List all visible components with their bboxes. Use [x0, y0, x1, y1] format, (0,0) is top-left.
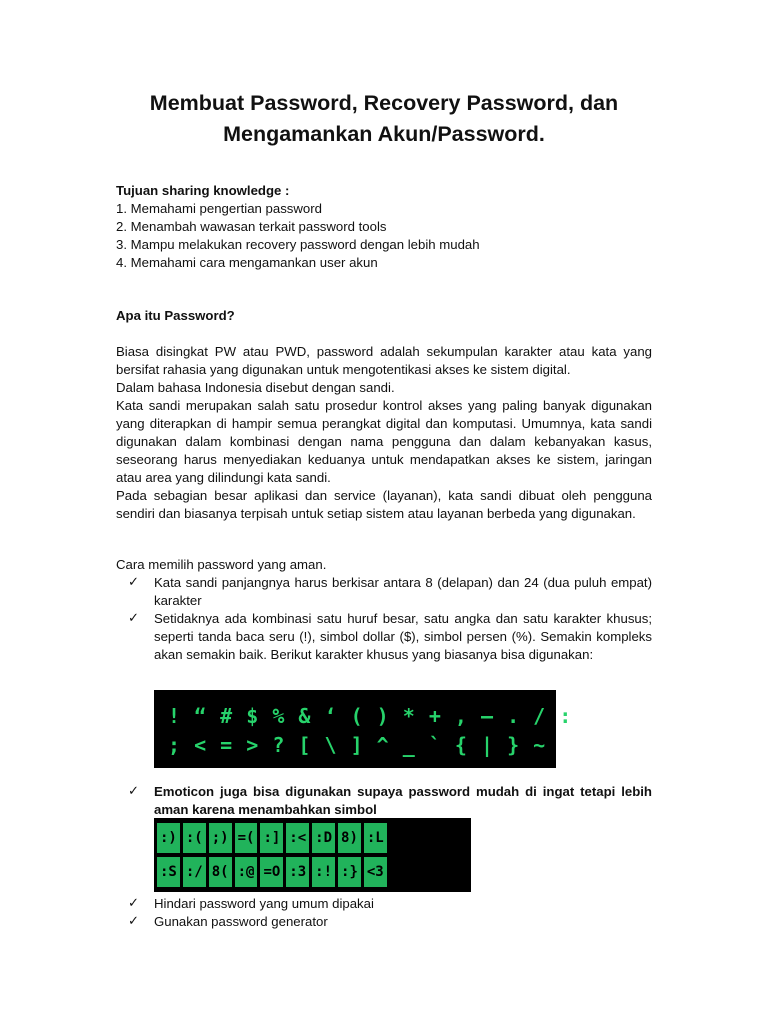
tip-text: Hindari password yang umum dipakai: [154, 896, 374, 911]
paragraph: Dalam bahasa Indonesia disebut dengan sandi.: [116, 380, 395, 395]
emoticon: 8): [338, 823, 361, 853]
check-icon: ✓: [128, 914, 140, 929]
tip-item: [116, 574, 652, 610]
section-heading: Apa itu Password?: [116, 308, 235, 323]
emoticon: :): [157, 823, 180, 853]
objectives-list: [116, 182, 652, 272]
tip-item: [116, 783, 652, 819]
check-icon: ✓: [128, 896, 140, 911]
emoticon: 8(: [209, 857, 232, 887]
emoticon: :3: [286, 857, 309, 887]
tip-text: Gunakan password generator: [154, 914, 328, 929]
objectives-heading: Tujuan sharing knowledge :: [116, 183, 290, 198]
special-chars-row-1: ! “ # $ % & ‘ ( ) * + , – . / :: [168, 704, 573, 728]
objective-item: 1. Memahami pengertian password: [116, 201, 322, 216]
tip-item: [116, 913, 652, 931]
paragraph: Pada sebagian besar aplikasi dan service (layanan), kata sandi dibuat oleh pengguna sendiri dan biasanya terpisah untuk setiap sistem atau layanan berbeda yang digunakan.: [116, 488, 652, 521]
check-icon: ✓: [128, 611, 140, 626]
emoticons-row-1: [157, 823, 468, 853]
emoticons-box: [154, 818, 471, 892]
tips-intro: Cara memilih password yang aman.: [116, 557, 327, 572]
emoticon: ;): [209, 823, 232, 853]
emoticon: :/: [183, 857, 206, 887]
emoticon: =O: [260, 857, 283, 887]
tip-item: [116, 610, 652, 664]
tip-text: Kata sandi panjangnya harus berkisar antara 8 (delapan) dan 24 (dua puluh empat) karakter: [154, 575, 652, 608]
title-line-2: Mengamankan Akun/Password.: [223, 122, 545, 146]
emoticon: :]: [260, 823, 283, 853]
objective-item: 2. Menambah wawasan terkait password tools: [116, 219, 387, 234]
title-line-1: Membuat Password, Recovery Password, dan: [149, 91, 619, 115]
emoticon: :<: [286, 823, 309, 853]
special-characters-box: [154, 690, 573, 768]
emoticons-row-2: [157, 857, 468, 887]
objective-item: 4. Memahami cara mengamankan user akun: [116, 255, 378, 270]
emoticon: :(: [183, 823, 206, 853]
paragraph: Kata sandi merupakan salah satu prosedur kontrol akses yang paling banyak digunakan yang diterapkan di hampir semua perangkat digital dan komputasi. Umumnya, kata sandi digunakan dalam kombinasi dengan nama pengguna dan dalam kebanyakan kasus, seseorang harus menyediakan keduanya untuk mendapatkan akses ke sistem, jaringan atau area yang dilindungi kata sandi.: [116, 398, 652, 485]
objective-item: 3. Mampu melakukan recovery password dengan lebih mudah: [116, 237, 480, 252]
emoticon: <3: [364, 857, 387, 887]
emoticon: :@: [235, 857, 258, 887]
check-icon: ✓: [128, 784, 140, 799]
tip-text: Setidaknya ada kombinasi satu huruf besar, satu angka dan satu karakter khusus; seperti tanda baca seru (!), simbol dollar ($), simbol persen (%). Semakin kompleks akan semakin baik. Berikut karakter khusus yang biasanya bisa digunakan:: [154, 611, 652, 662]
paragraph: Biasa disingkat PW atau PWD, password adalah sekumpulan karakter atau kata yang bersifat rahasia yang digunakan untuk mengotentikasi akses ke sistem digital.: [116, 344, 652, 377]
emoticon: :S: [157, 857, 180, 887]
tip-text: Emoticon juga bisa digunakan supaya password mudah di ingat tetapi lebih aman karena menambahkan simbol: [154, 784, 652, 817]
emoticon: :D: [312, 823, 335, 853]
check-icon: ✓: [128, 575, 140, 590]
emoticon: =(: [235, 823, 258, 853]
tip-item: [116, 895, 652, 913]
emoticon: :}: [338, 857, 361, 887]
emoticon: :!: [312, 857, 335, 887]
paragraphs: [116, 343, 652, 523]
special-chars-row-2: ; < = > ? [ \ ] ^ _ ` { | } ~: [168, 733, 547, 757]
document-title: [96, 88, 672, 150]
emoticon: :L: [364, 823, 387, 853]
